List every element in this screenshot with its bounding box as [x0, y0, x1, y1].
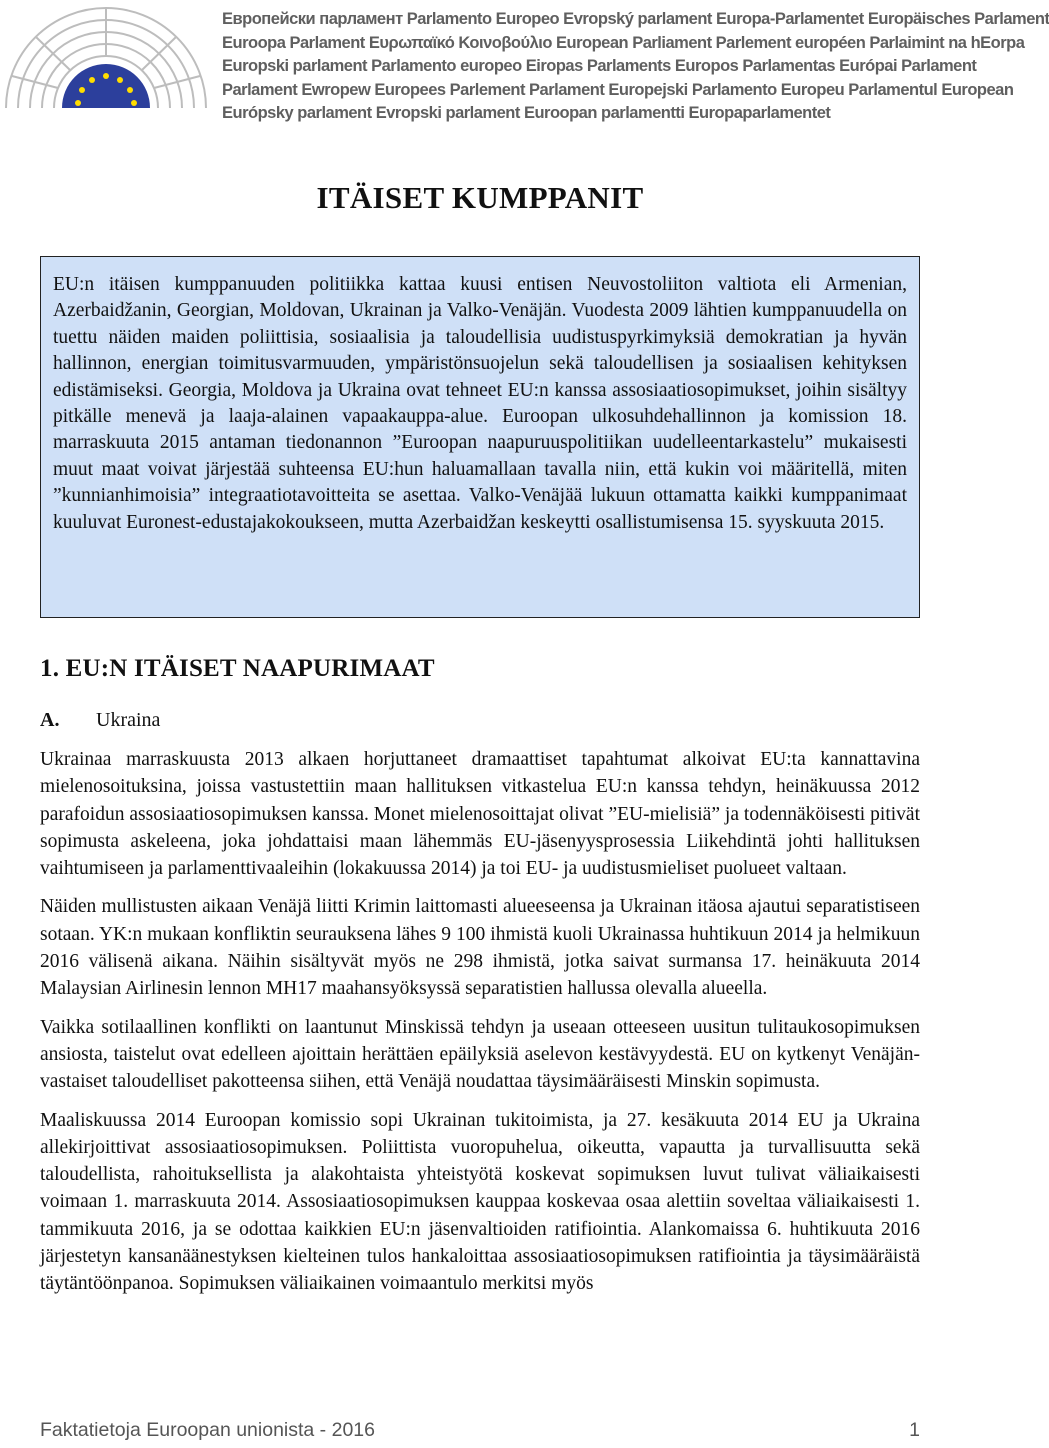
- section-heading: 1. EU:N ITÄISET NAAPURIMAAT: [40, 655, 435, 682]
- parliament-names-line: Европейски парламент Parlamento Europeo Evropský parlament Europa-Parlamentet Europäisches Parlament: [222, 10, 1049, 28]
- subsection-mark: A.: [40, 709, 60, 731]
- footer-text: Faktatietoja Euroopan unionista - 2016: [40, 1419, 375, 1441]
- subsection-title: Ukraina: [96, 709, 161, 731]
- parliament-names-line: Euroopa Parlament Ευρωπαϊκό Κοινοβούλιο European Parliament Parlement européen Parlaimint na hEorpa: [222, 33, 1025, 52]
- parliament-names: [222, 8, 1049, 126]
- page-number: 1: [909, 1419, 920, 1441]
- paragraph: Maaliskuussa 2014 Euroopan komissio sopi Ukrainan tukitoimista, ja 27. kesäkuuta 2014 EU ja Ukraina allekirjoittivat assosiaatiosopimuksen. Poliittista vuoropuhelua, oikeutta, vapautta ja turvallisuutta sekä taloudellista, rahoituksellista ja alakohtaista yhteistyötä koskevat sopimuksen luvut tulivat väliaikaisesti voimaan 1. marraskuuta 2014. Assosiaatiosopimuksen kauppaa koskevaa osaa alettiin soveltaa väliaikaisesti 1. tammikuuta 2016, ja se odottaa kaikkien EU:n jäsenvaltioiden ratifiointia. Alankomaissa 6. huhtikuuta 2016 järjestetyn kansanäänestyksen kielteinen tulos hankaloittaa assosiaatiosopimuksen ratifiointia ja täysimääräistä täytäntöönpanoa. Sopimuksen väliaikainen voimaantulo merkitsi myös: [40, 1109, 920, 1295]
- page-footer: [40, 1419, 920, 1442]
- subsection-heading: [40, 709, 160, 732]
- european-parliament-logo: [0, 0, 212, 130]
- paragraph: Ukrainaa marraskuusta 2013 alkaen horjuttaneet dramaattiset tapahtumat alkoivat EU:ta kannattavina mielenosoituksina, joissa vastustettiin maan hallituksen vitkastelua EU:n kanssa tehdyn, heinäkuussa 2012 parafoidun assosiaatiosopimuksen kanssa. Monet mielenosoittajat olivat ”EU-mielisiä” ja todennäköisesti pitivät sopimusta askeleena, joka johdattaisi maan lähemmäs EU-jäsenyysprosessia Liikehdintä johti hallituksen vaihtumiseen ja parlamenttivaaleihin (lokakuussa 2014) ja toi EU- ja uudistusmieliset puolueet valtaan.: [40, 749, 920, 880]
- intro-summary-box: EU:n itäisen kumppanuuden politiikka kattaa kuusi entisen Neuvostoliiton valtiota eli Armenian, Azerbaidžanin, Georgian, Moldovan, Ukrainan ja Valko-Venäjän. Vuodesta 2009 lähtien kumppanuudella on tuettu näiden maiden poliittisia, sosiaalisia ja taloudellisia uudistuspyrkimyksiä demokratian ja hyvän hallinnon, energian toimitusvarmuuden, ympäristönsuojelun sekä taloudellisen ja sosiaalisen kehityksen edistämiseksi. Georgia, Moldova ja Ukraina ovat tehneet EU:n kanssa assosiaatiosopimukset, joihin sisältyy pitkälle menevä ja laaja-alainen vapaakauppa-alue. Euroopan ulkosuhdehallinnon ja komission 18. marraskuuta 2015 antaman tiedonannon ”Euroopan naapuruuspolitiikan uudelleentarkastelu” mukaisesti muut maat voivat järjestää suhteensa EU:hun haluamallaan tavalla niin, että kukin voi määritellä, miten ”kunnianhimoisia” integraatiotavoitteita se asettaa. Valko-Venäjää lukuun ottamatta kaikki kumppanimaat kuuluvat Euronest-edustajakokoukseen, mutta Azerbaidžan keskeytti osallistumisensa 15. syyskuuta 2015.: [40, 256, 920, 618]
- page-header: [0, 0, 1049, 132]
- parliament-names-line: Europski parlament Parlamento europeo Eiropas Parlaments Europos Parlamentas Európai Parlament: [222, 57, 977, 75]
- body-text: [40, 746, 920, 1309]
- parliament-names-line: Parlament Ewropew Europees Parlement Parlament Europejski Parlamento Europeu Parlamentul European: [222, 80, 1014, 99]
- document-title: ITÄISET KUMPPANIT: [316, 180, 644, 215]
- paragraph: Vaikka sotilaallinen konflikti on laantunut Minskissä tehdyn ja useaan otteeseen uusitun tulitaukosopimuksen ansiosta, taistelut ovat edelleen ajoittain herättäen epäilyksiä aselevon kestävyydestä. EU on kytkenyt Venäjän-vastaiset taloudelliset pakotteensa siihen, että Venäjä noudattaa täysimääräisesti Minskin sopimusta.: [40, 1016, 920, 1093]
- paragraph: Näiden mullistusten aikaan Venäjä liitti Krimin laittomasti alueeseensa ja Ukrainan itäosa ajautui separatistiseen sotaan. YK:n mukaan konfliktin seurauksena lähes 9 100 ihmistä kuoli Ukrainassa huhtikuun 2014 ja helmikuun 2016 välisenä aikana. Näihin sisältyvät myös ne 298 ihmistä, jotka saivat surmansa 17. heinäkuuta 2014 Malaysian Airlinesin lennon MH17 maahansyöksyssä separatistien hallussa olevalla alueella.: [40, 896, 920, 1000]
- parliament-names-line: Európsky parlament Evropski parlament Euroopan parlamentti Europaparlamentet: [222, 104, 831, 122]
